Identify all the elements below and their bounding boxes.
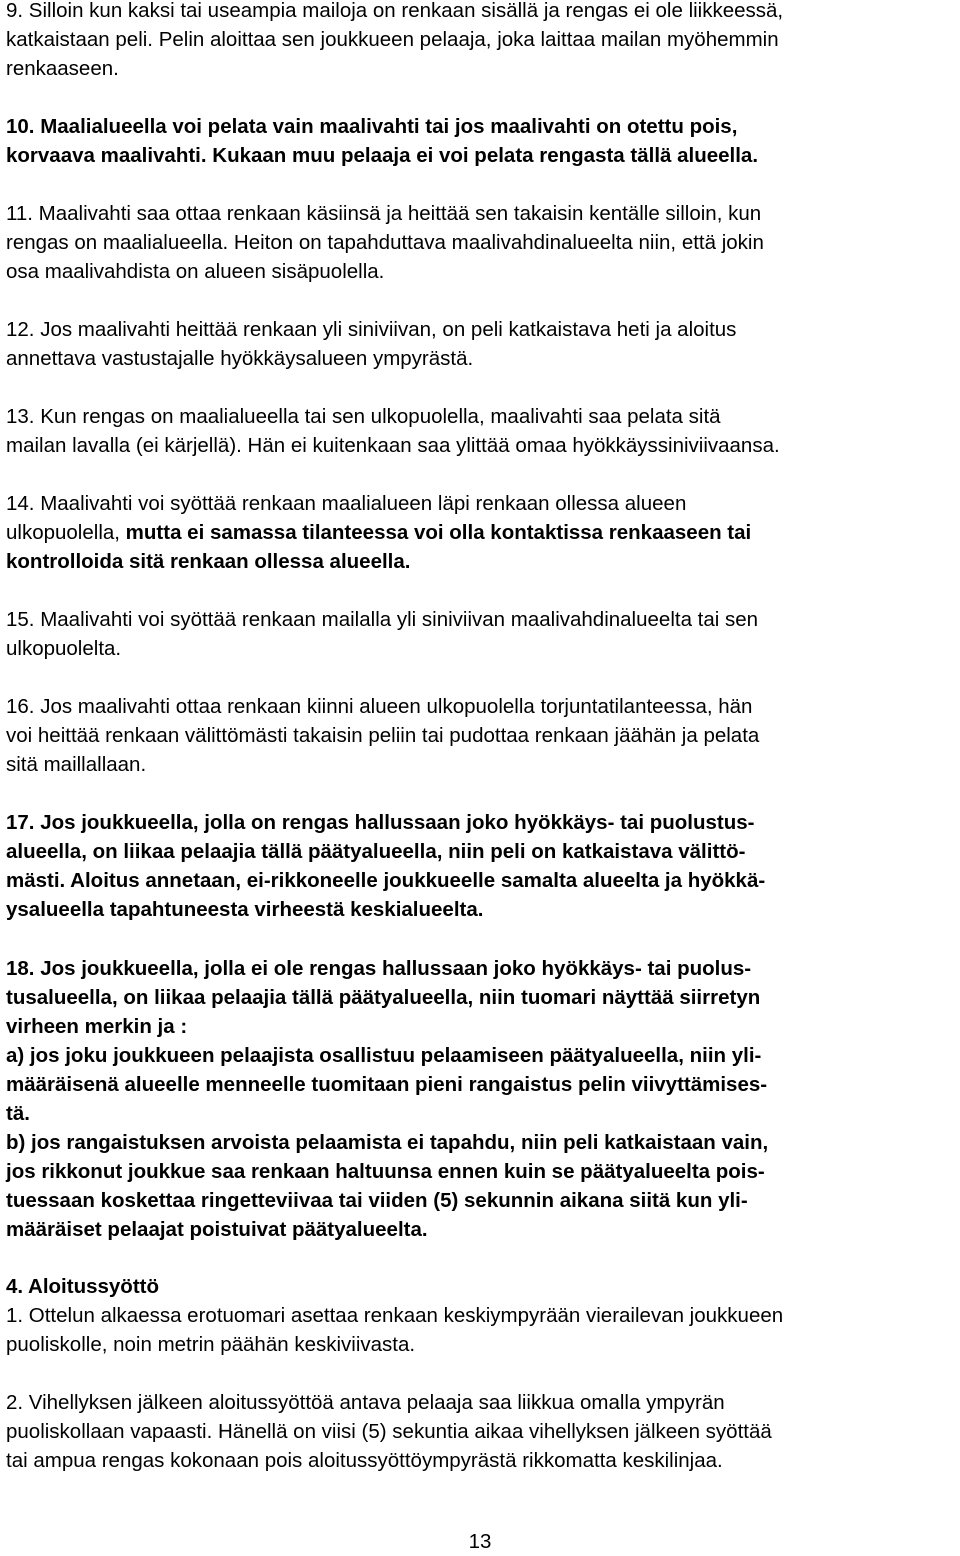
- rule-17: 17. Jos joukkueella, jolla on rengas hallussaan joko hyökkäys- tai puolustus- alueella, on liikaa pelaajia tällä päätyalueella, niin peli on katkaistava välittö- mästi. Aloitus annetaan, ei-rikkoneelle joukkueelle samalta alueelta ja hyökkä- ysalueella tapahtuneesta virheestä keskialueelta.: [6, 811, 766, 921]
- rule-11: 11. Maalivahti saa ottaa renkaan käsiinsä ja heittää sen takaisin kentälle silloin, kun rengas on maalialueella. Heiton on tapahduttava maalivahdinalueelta niin, että jokin osa maalivahdista on alueen sisäpuolella.: [6, 202, 764, 283]
- rule-16: 16. Jos maalivahti ottaa renkaan kiinni alueen ulkopuolella torjuntatilanteessa, hän voi heittää renkaan välittömästi takaisin peliin tai pudottaa renkaan jäähän ja pelata sitä maillallaan.: [6, 695, 760, 776]
- section-4-item-2: 2. Vihellyksen jälkeen aloitussyöttöä antava pelaaja saa liikkua omalla ympyrän puoliskollaan vapaasti. Hänellä on viisi (5) sekuntia aikaa vihellyksen jälkeen syöttää tai ampua rengas kokonaan pois aloitussyöttöympyrästä rikkomatta keskilinjaa.: [6, 1391, 772, 1472]
- rule-14-bold-text: mutta ei samassa tilanteessa voi olla kontaktissa renkaaseen tai kontrolloida sitä renkaan ollessa alueella.: [6, 521, 752, 573]
- rule-14-text: 14. Maalivahti voi syöttää renkaan maalialueen läpi renkaan ollessa alueen ulkopuolella,: [6, 492, 687, 544]
- rule-15: 15. Maalivahti voi syöttää renkaan mailalla yli siniviivan maalivahdinalueelta tai sen ulkopuolelta.: [6, 608, 759, 660]
- rule-13: 13. Kun rengas on maalialueella tai sen ulkopuolella, maalivahti saa pelata sitä mailan lavalla (ei kärjellä). Hän ei kuitenkaan saa ylittää omaa hyökkäyssiniviivaansa.: [6, 405, 780, 457]
- rule-18: 18. Jos joukkueella, jolla ei ole rengas hallussaan joko hyökkäys- tai puolus- tusalueella, on liikaa pelaajia tällä päätyalueella, niin tuomari näyttää siirretyn virheen merkin ja : a) jos joku joukkueen pelaajista osallistuu pelaamiseen päätyalueella, niin yli- määräisenä alueelle menneelle tuomitaan pieni rangaistus pelin viivyttämises- tä. b) jos rangaistuksen arvoista pelaamista ei tapahdu, niin peli katkaistaan vain, jos rikkonut joukkue saa renkaan haltuunsa ennen kuin se päätyalueelta pois- tuessaan koskettaa ringetteviivaa tai viiden (5) sekunnin aikana siitä kun yli- määräiset pelaajat poistuivat päätyalueelta.: [6, 957, 769, 1241]
- rule-9: 9. Silloin kun kaksi tai useampia mailoja on renkaan sisällä ja rengas ei ole liikkeessä, katkaistaan peli. Pelin aloittaa sen joukkueen pelaaja, joka laittaa mailan myöhemmin renkaaseen.: [6, 0, 784, 80]
- section-heading-4: 4. Aloitussyöttö: [6, 1275, 159, 1298]
- page-number: 13: [468, 1530, 492, 1553]
- rule-10: 10. Maalialueella voi pelata vain maalivahti tai jos maalivahti on otettu pois, korvaava maalivahti. Kukaan muu pelaaja ei voi pelata rengasta tällä alueella.: [6, 115, 759, 167]
- rule-14: [6, 489, 751, 576]
- section-4-item-1: 1. Ottelun alkaessa erotuomari asettaa renkaan keskiympyrään vierailevan joukkueen puoliskolle, noin metrin päähän keskiviivasta.: [6, 1304, 784, 1356]
- rule-12: 12. Jos maalivahti heittää renkaan yli siniviivan, on peli katkaistava heti ja aloitus annettava vastustajalle hyökkäysalueen ympyrästä.: [6, 318, 737, 370]
